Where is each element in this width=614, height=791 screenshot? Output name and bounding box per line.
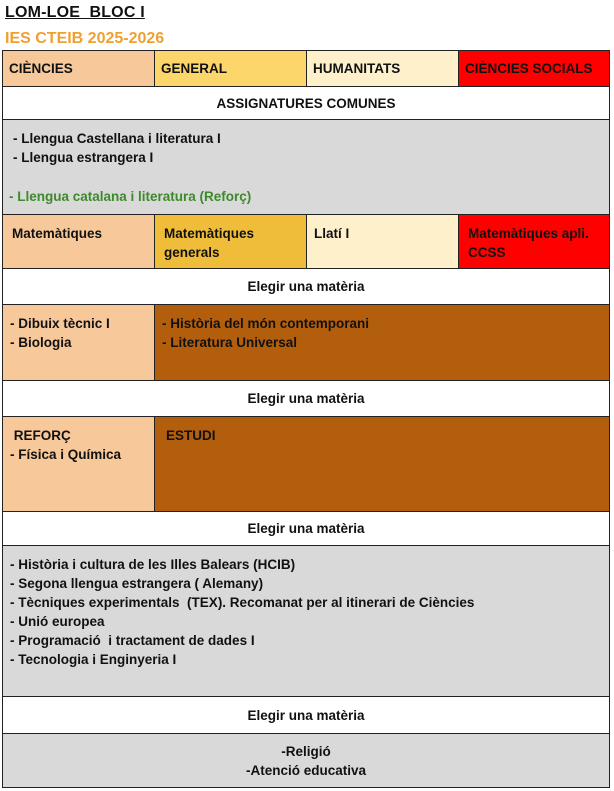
block2-ciencies <box>2 416 155 512</box>
maths-socials <box>458 214 610 269</box>
maths-label: CCSS <box>468 245 506 260</box>
optional-subject: - Unió europea <box>10 614 105 629</box>
block2-study-label: ESTUDI <box>166 428 216 443</box>
common-subject: - Llengua estrangera I <box>13 150 154 165</box>
block1-humanities <box>154 304 610 381</box>
religion-options <box>2 733 610 788</box>
optional-subject: - Tècniques experimentals (TEX). Recomanat per al itinerari de Ciències <box>10 595 475 610</box>
modality-humanitats <box>306 50 459 87</box>
latin-humanitats <box>306 214 459 269</box>
school-year-subtitle: IES CTEIB 2025-2026 <box>5 30 165 47</box>
choose-subject-row-1 <box>2 268 610 305</box>
optional-subject: - Història i cultura de les Illes Balears (HCIB) <box>10 557 296 572</box>
maths-general <box>154 214 307 269</box>
page-title: LOM-LOE BLOC I <box>5 4 145 21</box>
modality-label: GENERAL <box>161 61 228 76</box>
maths-label: Matemàtiques apli. <box>468 226 589 241</box>
modality-label: HUMANITATS <box>313 61 401 76</box>
common-subject: - Llengua Castellana i literatura I <box>13 131 221 146</box>
maths-label: Llatí I <box>314 226 350 241</box>
optional-subject: - Programació i tractament de dades I <box>10 633 255 648</box>
block1-subject: - Història del món contemporani <box>162 316 370 331</box>
common-heading-label: ASSIGNATURES COMUNES <box>216 95 396 111</box>
common-subjects-list <box>2 119 610 215</box>
block2-subject: - Física i Química <box>10 447 122 462</box>
maths-ciencies <box>2 214 155 269</box>
optional-subjects-list <box>2 545 610 697</box>
modality-label: CIÈNCIES SOCIALS <box>465 61 593 76</box>
maths-label: generals <box>164 245 220 260</box>
maths-label: Matemàtiques <box>12 226 103 241</box>
subjects-table <box>2 50 610 788</box>
block1-subject: - Dibuix tècnic I <box>10 316 110 331</box>
choose-label: Elegir una matèria <box>247 707 365 723</box>
choose-subject-row-2 <box>2 380 610 417</box>
choose-label: Elegir una matèria <box>247 391 365 406</box>
religion-option: -Atenció educativa <box>245 762 367 778</box>
choose-subject-row-3 <box>2 511 610 546</box>
optional-subject: - Segona llengua estrangera ( Alemany) <box>10 576 264 591</box>
block1-subject: - Biologia <box>10 335 72 350</box>
catalan-reinforcement: - Llengua catalana i literatura (Reforç) <box>9 189 252 204</box>
block2-subject: REFORÇ <box>10 428 71 443</box>
modality-general <box>154 50 307 87</box>
modality-ciencies-socials <box>458 50 610 87</box>
choose-label: Elegir una matèria <box>247 279 365 294</box>
religion-option: -Religió <box>281 743 331 759</box>
block2-study <box>154 416 610 512</box>
block1-subject: - Literatura Universal <box>162 335 298 350</box>
maths-label: Matemàtiques <box>164 226 255 241</box>
choose-subject-row-4 <box>2 696 610 734</box>
modality-ciencies <box>2 50 155 87</box>
optional-subject: - Tecnologia i Enginyeria I <box>10 652 177 667</box>
common-subjects-heading <box>2 86 610 120</box>
block1-ciencies <box>2 304 155 381</box>
modality-label: CIÈNCIES <box>9 61 73 76</box>
choose-label: Elegir una matèria <box>247 521 365 536</box>
